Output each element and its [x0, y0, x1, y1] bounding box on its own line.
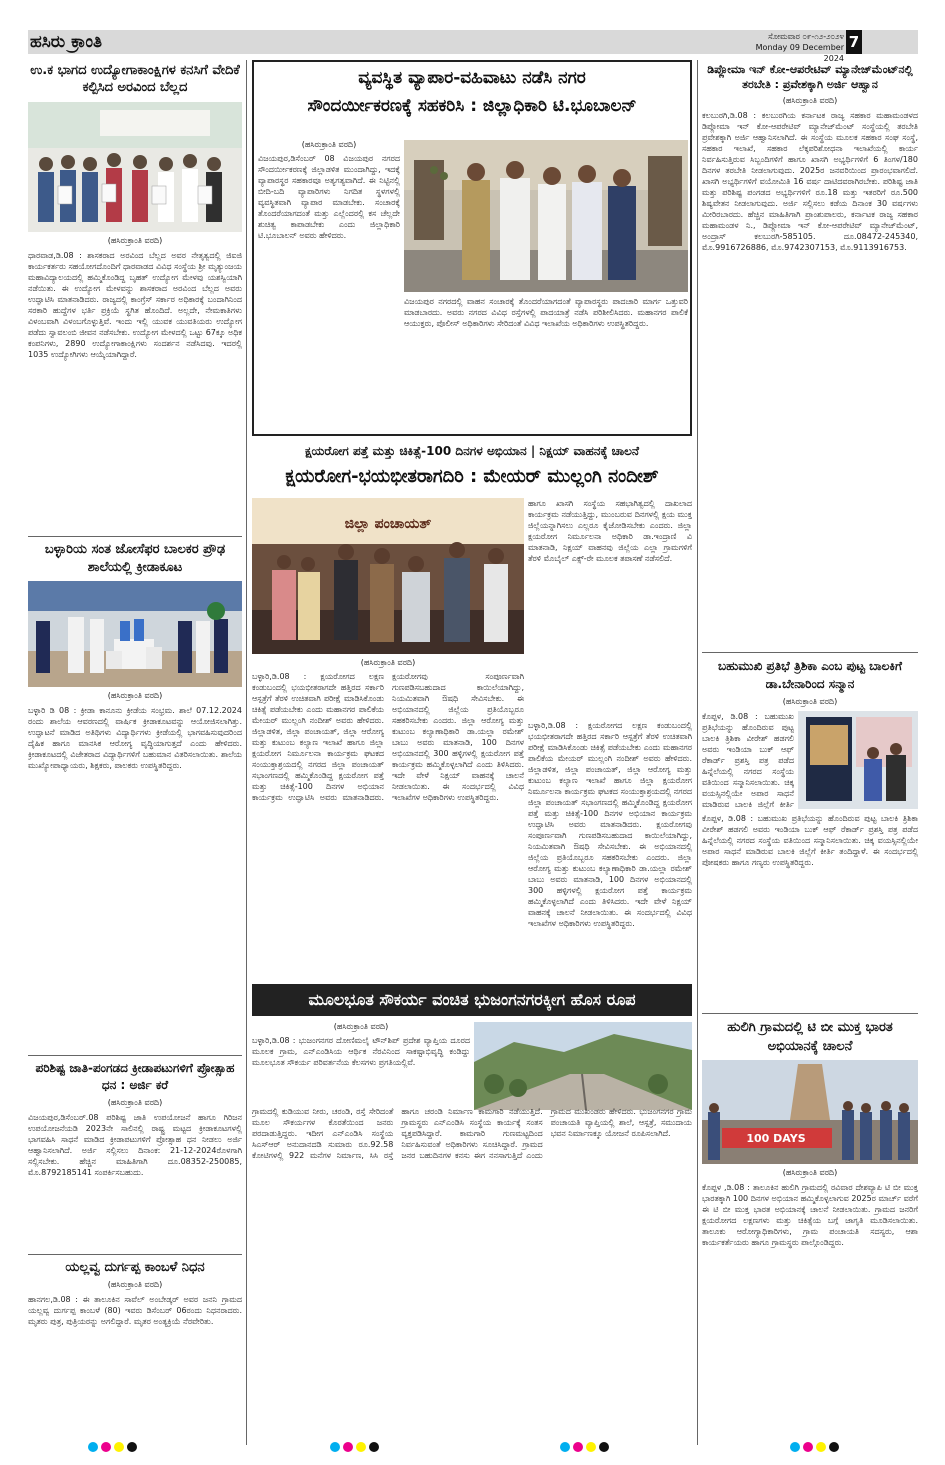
infra-headline-banner: ಮೂಲಭೂತ ಸೌಕರ್ಯ ವಂಚಿತ ಭುಜಂಗನಗರಕ್ಕೀಗ ಹೊಸ ರೂಪ — [252, 984, 692, 1016]
reg-dot-magenta — [573, 1442, 583, 1452]
reg-dot-black — [829, 1442, 839, 1452]
registration-marks — [88, 1442, 137, 1452]
reg-dot-cyan — [88, 1442, 98, 1452]
article-body: ಬಳ್ಳಾರಿ ಡಿ 08 : ಕ್ರೀಡಾ ಕಾನೂನು ಕ್ರೀಡೆಯ ಸಂಭ್ರಮ. ಶಾಲೆ 07.12.2024 ರಂದು ಶಾಲೆಯ ಆವರಣದಲ್ಲಿ ವಾರ್ಷಿಕ ಕ್ರೀಡಾಕೂಟವನ್ನು ಆಯೋಜಿಸಲಾಗಿತ್ತು. ಉದ್ಘಾಟನೆ ಮಾಡಿದ ಅತಿಥಿಗಳು ವಿದ್ಯಾರ್ಥಿಗಳು ಕ್ರೀಡೆಯಲ್ಲಿ ಭಾಗವಹಿಸುವುದರಿಂದ ದೈಹಿಕ ಹಾಗೂ ಮಾನಸಿಕ ಆರೋಗ್ಯ ವೃದ್ಧಿಯಾಗುತ್ತದೆ ಎಂದು ಹೇಳಿದರು. ಕ್ರೀಡಾಕೂಟದಲ್ಲಿ ವಿಜೇತರಾದ ವಿದ್ಯಾರ್ಥಿಗಳಿಗೆ ಬಹುಮಾನ ವಿತರಿಸಲಾಯಿತು. ಶಾಲೆಯ ಮುಖ್ಯೋಪಾಧ್ಯಾಯರು, ಶಿಕ್ಷಕರು, ಪಾಲಕರು ಉಪಸ್ಥಿತರಿದ್ದರು. — [28, 706, 242, 770]
infra-road-photo — [474, 1022, 692, 1110]
lead-headline-line2: ಸೌಂದರ್ಯೀಕರಣಕ್ಕೆ ಸಹಕರಿಸಿ : ಜಿಲ್ಲಾಧಿಕಾರಿ ಟಿ.ಭೂಬಾಲನ್ — [307, 96, 637, 116]
registration-marks — [330, 1442, 379, 1452]
article-divider — [702, 1013, 918, 1014]
byline: (ಹಸಿರುಕ್ರಾಂತಿ ವರದಿ) — [107, 1098, 163, 1107]
article-body: ವಿಜಯಪುರ,ಡಿಸೆಂಬರ್.08 ಪರಿಶಿಷ್ಟ ಜಾತಿ ಉಪಯೋಜನೆ ಹಾಗೂ ಗಿರಿಜನ ಉಪಯೋಜನೆಯಡಿ 2023ನೇ ಸಾಲಿನಲ್ಲಿ ರಾಷ್ಟ್ರ ಮಟ್ಟದ ಕ್ರೀಡಾಕೂಟಗಳಲ್ಲಿ ಭಾಗವಹಿಸಿ ಸಾಧನೆ ಮಾಡಿದ ಕ್ರೀಡಾಪಟುಗಳಿಗೆ ಪ್ರೋತ್ಸಾಹ ಧನ ನೀಡಲು ಅರ್ಜಿ ಆಹ್ವಾನಿಸಲಾಗಿದೆ. ಅರ್ಜಿ ಸಲ್ಲಿಸಲು ದಿನಾಂಕ: 21-12-2024ರೊಳಗಾಗಿ ಸಲ್ಲಿಸಬೇಕು. ಹೆಚ್ಚಿನ ಮಾಹಿತಿಗಾಗಿ ದೂ.08352-250085, ಮೊ.8792185141 ಸಂಪರ್ಕಿಸಬಹುದು. — [28, 1113, 242, 1177]
date-english: Monday 09 December 2024 — [755, 43, 844, 63]
article-body: ಬಳ್ಳಾರಿ,ಡಿ.08 : ಭುಜಂಗನಗರ ದೋಣಿಮಲೈ ಟೌನ್‌ಶಿಪ್ ಪ್ರದೇಶ ವ್ಯಾಪ್ತಿಯ ದೂರದ ಮೂಲಕ ಗ್ರಾಮ, ಎನ್‌ಎಂಡಿಸಿಯ ಆರ್ಥಿಕ ನೆರವಿನಿಂದ ಸಾಕಷ್ಟಾಭಿವೃದ್ಧಿ ಕಂಡಿದ್ದು ಮೂಲಭೂತ ಸೌಕರ್ಯ ಪರಿವರ್ತನೆಯ ಕೆಲಸಗಳು ಪ್ರಗತಿಯಲ್ಲಿವೆ. — [252, 1036, 470, 1067]
page-number: 7 — [846, 30, 862, 54]
byline: (ಹಸಿರುಕ್ರಾಂತಿ ವರದಿ) — [782, 96, 838, 105]
tb-headline-kicker: ಕ್ಷಯರೋಗ ಪತ್ತೆ ಮತ್ತು ಚಿಕಿತ್ಸೆ-100 ದಿನಗಳ ಅಭಿಯಾನ | ನಿಕ್ಷಯ್ ವಾಹನಕ್ಕೆ ಚಾಲನೆ — [304, 444, 640, 458]
article-body: ಬಳ್ಳಾರಿ,ಡಿ.08 : ಕ್ಷಯರೋಗದ ಲಕ್ಷಣ ಕಂಡುಬಂದಲ್ಲಿ ಭಯಭೀತರಾಗದೇ ಹತ್ತಿರದ ಸರ್ಕಾರಿ ಆಸ್ಪತ್ರೆಗೆ ತೆರಳಿ ಉಚಿತವಾಗಿ ಪರೀಕ್ಷೆ ಮಾಡಿಸಿಕೊಂಡು ಚಿಕಿತ್ಸೆ ಪಡೆಯಬೇಕು ಎಂದು ಮಹಾನಗರ ಪಾಲಿಕೆಯ ಮೇಯರ್ ಮುಲ್ಲಂಗಿ ನಂದೀಶ್ ಅವರು ಹೇಳಿದರು. ಜಿಲ್ಲಾಡಳಿತ, ಜಿಲ್ಲಾ ಪಂಚಾಯತ್, ಜಿಲ್ಲಾ ಆರೋಗ್ಯ ಮತ್ತು ಕುಟುಂಬ ಕಲ್ಯಾಣ ಇಲಾಖೆ ಹಾಗೂ ಜಿಲ್ಲಾ ಕ್ಷಯರೋಗ ನಿರ್ಮೂಲನಾ ಕಾರ್ಯಕ್ರಮ ಘಟಕದ ಸಂಯುಕ್ತಾಶ್ರಯದಲ್ಲಿ ನಗರದ ಜಿಲ್ಲಾ ಪಂಚಾಯತ್ ಸಭಾಂಗಣದಲ್ಲಿ ಹಮ್ಮಿಕೊಂಡಿದ್ದ ಕ್ಷಯರೋಗ ಪತ್ತೆ ಮತ್ತು ಚಿಕಿತ್ಸೆ-100 ದಿನಗಳ ಅಭಿಯಾನ ಕಾರ್ಯಕ್ರಮ ಉದ್ಘಾಟಿಸಿ ಅವರು ಮಾತನಾಡಿದರು. ಕ್ಷಯರೋಗವು ಸಂಪೂರ್ಣವಾಗಿ ಗುಣಪಡಿಸಬಹುದಾದ ಕಾಯಿಲೆಯಾಗಿದ್ದು, ನಿಯಮಿತವಾಗಿ ಔಷಧಿ ಸೇವಿಸಬೇಕು. ಈ ಅಭಿಯಾನದಲ್ಲಿ ಜಿಲ್ಲೆಯ ಪ್ರತಿಯೊಬ್ಬರೂ ಸಹಕರಿಸಬೇಕು ಎಂದರು. ಜಿಲ್ಲಾ ಆರೋಗ್ಯ ಮತ್ತು ಕುಟುಂಬ ಕಲ್ಯಾಣಾಧಿಕಾರಿ ಡಾ.ಯಲ್ಲಾ ರಮೇಶ್ ಬಾಬು ಅವರು ಮಾತನಾಡಿ, 100 ದಿನಗಳ ಅಭಿಯಾನದಲ್ಲಿ 300 ಹಳ್ಳಿಗಳಲ್ಲಿ ಕ್ಷಯರೋಗ ಪತ್ತೆ ಕಾರ್ಯಕ್ರಮ ಹಮ್ಮಿಕೊಳ್ಳಲಾಗಿದೆ ಎಂದು ತಿಳಿಸಿದರು. ಇದೇ ವೇಳೆ ನಿಕ್ಷಯ್ ವಾಹನಕ್ಕೆ ಚಾಲನೆ ನೀಡಲಾಯಿತು. ಈ ಸಂದರ್ಭದಲ್ಲಿ ವಿವಿಧ ಇಲಾಖೆಗಳ ಅಧಿಕಾರಿಗಳು ಉಪಸ್ಥಿತರಿದ್ದರು. — [252, 672, 524, 802]
article-body: ಹಾನಗಲ,ಡಿ.08 : ಈ ತಾಲೂಕಿನ ಸಾವೆಲ್ ಅಂಬೇಡ್ಕರ್ ಅವರ ಜನನಿ ಗ್ರಾಮದ ಯಲ್ಲವ್ವ ದುರ್ಗಪ್ಪ ಕಾಂಬಳೆ (80) ಇವರು ಡಿಸೆಂಬರ್ 06ರಂದು ನಿಧನರಾದರು. ಮೃತರು ಪುತ್ರ, ಪುತ್ರಿಯರನ್ನು ಅಗಲಿದ್ದಾರೆ. ಮೃತರ ಅಂತ್ಯಕ್ರಿಯೆ ನೆರವೇರಿತು. — [28, 1295, 242, 1326]
article-body: ವಿಜಯಪುರ ನಗರದಲ್ಲಿ ವಾಹನ ಸಂಚಾರಕ್ಕೆ ತೊಂದರೆಯಾಗದಂತೆ ವ್ಯಾಪಾರಸ್ಥರು ಪಾದಚಾರಿ ಮಾರ್ಗ ಒತ್ತುವರಿ ಮಾಡಬಾರದು. ಅವರು ನಗರದ ವಿವಿಧ ರಸ್ತೆಗಳಲ್ಲಿ ಪಾದಯಾತ್ರೆ ನಡೆಸಿ ಪರಿಶೀಲಿಸಿದರು. ಮಹಾನಗರ ಪಾಲಿಕೆ ಆಯುಕ್ತರು, ಪೊಲೀಸ್ ಅಧಿಕಾರಿಗಳು ಸೇರಿದಂತೆ ವಿವಿಧ ಇಲಾಖೆಯ ಅಧಿಕಾರಿಗಳು ಉಪಸ್ಥಿತರಿದ್ದರು. — [404, 297, 688, 328]
byline: (ಹಸಿರುಕ್ರಾಂತಿ ವರದಿ) — [301, 140, 357, 149]
left-column — [28, 60, 242, 1445]
date-kannada: ಸೋಮವಾರ ೦೯-೧೨-೨೦೨೪ — [768, 32, 844, 41]
article-divider — [28, 1055, 242, 1056]
reg-dot-yellow — [356, 1442, 366, 1452]
article-body: ಕೊಪ್ಪಳ, ಡಿ.08 : ಬಹುಮುಖ ಪ್ರತಿಭೆಯನ್ನು ಹೊಂದಿರುವ ಪುಟ್ಟ ಬಾಲಕಿ ತ್ರಿಶಿಕಾ ವೀರೇಶ್ ಹಡಗಲಿ ಅವರು ಇಂಡಿಯಾ ಬುಕ್ ಆಫ್ ರೆಕಾರ್ಡ್ ಪ್ರಶಸ್ತಿ ಪತ್ರ ಪಡೆದ ಹಿನ್ನೆಲೆಯಲ್ಲಿ ನಗರದ ಸಂಸ್ಥೆಯ ವತಿಯಿಂದ ಸನ್ಮಾನಿಸಲಾಯಿತು. ಚಿಕ್ಕ ವಯಸ್ಸಿನಲ್ಲಿಯೇ ಅಪಾರ ಸಾಧನೆ ಮಾಡಿರುವ ಬಾಲಕಿ ಜಿಲ್ಲೆಗೆ ಕೀರ್ತಿ — [702, 712, 794, 809]
article-body: ಹಾಗೂ ಖಾಸಗಿ ಸಂಸ್ಥೆಯ ಸಹಭಾಗಿತ್ವದಲ್ಲಿ ದಾಖಲಾದ ಕಾರ್ಯಕ್ರಮ ನಡೆಯುತ್ತಿದ್ದು, ಮುಂಬರುವ ದಿನಗಳಲ್ಲಿ ಕ್ಷಯ ಮುಕ್ತ ಜಿಲ್ಲೆಯನ್ನಾಗಿಸಲು ಎಲ್ಲರೂ ಕೈಜೋಡಿಸಬೇಕು ಎಂದರು. ಜಿಲ್ಲಾ ಕ್ಷಯರೋಗ ನಿರ್ಮೂಲನಾ ಅಧಿಕಾರಿ ಡಾ.ಇಂದ್ರಾಣಿ ವಿ ಮಾತನಾಡಿ, ನಿಕ್ಷಯ್ ವಾಹನವು ಜಿಲ್ಲೆಯ ಎಲ್ಲಾ ಗ್ರಾಮಗಳಿಗೆ ತೆರಳಿ ಮೊಬೈಲ್ ಎಕ್ಸ್-ರೇ ಮೂಲಕ ತಪಾಸಣೆ ನಡೆಸಲಿದೆ. — [528, 499, 692, 563]
tb-column-right-top — [528, 498, 692, 716]
reg-dot-cyan — [330, 1442, 340, 1452]
tb-campaign-photo — [252, 498, 524, 654]
byline: (ಹಸಿರುಕ್ರಾಂತಿ ವರದಿ) — [782, 697, 838, 706]
byline: (ಹಸಿರುಕ್ರಾಂತಿ ವರದಿ) — [107, 691, 163, 700]
sports-meet-photo — [28, 581, 242, 687]
byline: (ಹಸಿರುಕ್ರಾಂತಿ ವರದಿ) — [333, 1022, 389, 1031]
byline: (ಹಸಿರುಕ್ರಾಂತಿ ವರದಿ) — [107, 236, 163, 245]
column-rule — [246, 60, 247, 1445]
venue-sign: ಜಿಲ್ಲಾ ಪಂಚಾಯತ್ — [344, 516, 432, 532]
tb-column-left — [252, 658, 524, 978]
headline-sc-st-sports: ಪರಿಶಿಷ್ಟ ಜಾತಿ-ಪಂಗಡದ ಕ್ರೀಡಾಪಟುಗಳಿಗೆ ಪ್ರೋತ್ಸಾಹ ಧನ : ಅರ್ಜಿ ಕರೆ — [35, 1061, 235, 1092]
tb-headline-main: ಕ್ಷಯರೋಗ-ಭಯಭೀತರಾಗದಿರಿ : ಮೇಯರ್ ಮುಲ್ಲಂಗಿ ನಂದೀಶ್ — [285, 466, 659, 487]
registration-marks — [560, 1442, 609, 1452]
lead-column-left — [258, 140, 400, 430]
reg-dot-yellow — [114, 1442, 124, 1452]
lead-headline-line1: ವ್ಯವಸ್ಥಿತ ವ್ಯಾಪಾರ-ವಹಿವಾಟು ನಡೆಸಿ ನಗರ — [358, 68, 586, 88]
reg-dot-yellow — [816, 1442, 826, 1452]
banner-100-days: 100 DAYS — [746, 1132, 806, 1145]
headline-sports-meet: ಬಳ್ಳಾರಿಯ ಸಂತ ಜೋಸೆಫರ ಬಾಲಕರ ಪ್ರೌಢ ಶಾಲೆಯಲ್ಲಿ ಕ್ರೀಡಾಕೂಟ — [44, 542, 226, 575]
headline-child-prodigy: ಬಹುಮುಖಿ ಪ್ರತಿಭೆ ತ್ರಿಶಿಕಾ ಎಂಬ ಪುಟ್ಟ ಬಾಲಕಿಗೆ ಡಾ.ಬೇನಾರಿಂದ ಸನ್ಮಾನ — [718, 659, 902, 691]
reg-dot-black — [599, 1442, 609, 1452]
tb-free-india-photo — [702, 1060, 918, 1164]
byline: (ಹಸಿರುಕ್ರಾಂತಿ ವರದಿ) — [360, 658, 416, 667]
article-divider — [28, 1254, 242, 1255]
job-fair-photo — [28, 102, 242, 232]
reg-dot-magenta — [803, 1442, 813, 1452]
right-column — [702, 60, 918, 1445]
tb-column-right — [528, 720, 692, 978]
article-divider — [28, 536, 242, 537]
reg-dot-cyan — [790, 1442, 800, 1452]
reg-dot-yellow — [586, 1442, 596, 1452]
reg-dot-black — [369, 1442, 379, 1452]
infra-column-top — [252, 1022, 470, 1102]
infra-columns — [252, 1106, 692, 1436]
headline-coop-diploma: ಡಿಪ್ಲೋಮಾ ಇನ್ ಕೋ-ಆಪರೇಟಿವ್ ಮ್ಯಾನೇಜ್‌ಮೆಂಟ್‌ನಲ್ಲಿ — [707, 63, 913, 76]
byline: (ಹಸಿರುಕ್ರಾಂತಿ ವರದಿ) — [107, 1280, 163, 1289]
lead-column-right — [404, 296, 688, 430]
reg-dot-cyan — [560, 1442, 570, 1452]
reg-dot-black — [127, 1442, 137, 1452]
article-body: ಕಲಬುರಗಿ,ಡಿ.08 : ಕಲಬುರಗಿಯ ಕರ್ನಾಟಕ ರಾಜ್ಯ ಸಹಕಾರ ಮಹಾಮಂಡಳದ ಡಿಪ್ಲೋಮಾ ಇನ್ ಕೋ-ಆಪರೇಟಿವ್ ಮ್ಯಾನೇಜ್‌ಮೆಂಟ್ ಸಂಸ್ಥೆಯಲ್ಲಿ ತರಬೇತಿ ಪ್ರವೇಶಕ್ಕಾಗಿ ಅರ್ಜಿ ಆಹ್ವಾನಿಸಲಾಗಿದೆ. ಈ ಸಂಸ್ಥೆಯ ಮೂಲಕ ಸಹಕಾರ ಸಂಘ ಸಂಸ್ಥೆ, ಸಹಕಾರ ಇಲಾಖೆ, ಸಹಕಾರ ಲೆಕ್ಕಪರಿಶೋಧನಾ ಇಲಾಖೆಯಲ್ಲಿ ಕಾರ್ಯ ನಿರ್ವಹಿಸುತ್ತಿರುವ ಸಿಬ್ಬಂದಿಗಳಿಗೆ ಹಾಗೂ ಖಾಸಗಿ ಅಭ್ಯರ್ಥಿಗಳಿಗೆ 6 ತಿಂಗಳ/180 ದಿನಗಳ ತರಬೇತಿ ನೀಡಲಾಗುವುದು. 2025ರ ಜನವರಿಯಿಂದ ಪ್ರಾರಂಭವಾಗಲಿದೆ. ಖಾಸಗಿ ಅಭ್ಯರ್ಥಿಗಳಿಗೆ ವಯೋಮಿತಿ 16 ವರ್ಷ ದಾಟಿದವರಾಗಿರಬೇಕು. ಪರಿಶಿಷ್ಟ ಜಾತಿ ಮತ್ತು ಪರಿಶಿಷ್ಟ ಪಂಗಡದ ಅಭ್ಯರ್ಥಿಗಳಿಗೆ ರೂ.18 ಮತ್ತು ಇತರರಿಗೆ ರೂ.500 ಶಿಷ್ಯವೇತನ ನೀಡಲಾಗುವುದು. ಅರ್ಜಿ ಸಲ್ಲಿಸಲು ಕಡೆಯ ದಿನಾಂಕ 30 ವರ್ಷಗಳು ಮೀರಿರಬಾರದು. ಹೆಚ್ಚಿನ ಮಾಹಿತಿಗಾಗಿ ಪ್ರಾಂಶುಪಾಲರು, ಕರ್ನಾಟಕ ರಾಜ್ಯ ಸಹಕಾರ ಮಹಾಮಂಡಳ ನಿ., ಡಿಪ್ಲೋಮಾ ಇನ್ ಕೋ-ಆಪರೇಟಿವ್ ಮ್ಯಾನೇಜ್‌ಮೆಂಟ್, ಅಂದ್ರಾಸ್ ಕಲಬುರಗಿ-585105. ದೂ.08472-245340, ಮೊ.9916726886, ಮೊ.9742307153, ಮೊ.9113916753. — [702, 111, 918, 252]
article-body: ಧಾರವಾಡ,ಡಿ.08 : ಶಾಸಕರಾದ ಅರವಿಂದ ಬೆಲ್ಲದ ಅವರ ನೇತೃತ್ವದಲ್ಲಿ ಜಿಐಜಿ ಕಾರ್ಯಕರ್ತರು ಸಹಯೋಗದೊಂದಿಗೆ ಧಾರವಾಡದ ವಿವಿಧ ಸಂಸ್ಥೆಯ ಶ್ರೀ ಮೃತ್ಯುಂಜಯ ಮಹಾವಿದ್ಯಾಲಯದಲ್ಲಿ ಹಮ್ಮಿಕೊಂಡಿದ್ದ ಬೃಹತ್ ಉದ್ಯೋಗ ಮೇಳವು ಯಶಸ್ವಿಯಾಗಿ ನಡೆಯಿತು. ಈ ಉದ್ಯೋಗ ಮೇಳವನ್ನು ಶಾಸಕರಾದ ಅರವಿಂದ ಬೆಲ್ಲದ ಅವರು ಉದ್ಘಾಟಿಸಿ ಮಾತನಾಡಿದರು. ರಾಜ್ಯದಲ್ಲಿ ಕಾಂಗ್ರೆಸ್ ಸರ್ಕಾರ ಅಧಿಕಾರಕ್ಕೆ ಬಂದಾಗಿನಿಂದ ಸರಕಾರಿ ಹುದ್ದೆಗಳ ಭರ್ತಿ ಪ್ರಕ್ರಿಯೆ ಸ್ಥಗಿತ ಹೊಂದಿದೆ. ಅಲ್ಲದೇ, ನೇಮಕಾತಿಗಳು ವಿಳಂಬವಾಗಿ ವಿಳಂಬಗೊಳ್ಳುತ್ತಿವೆ. ಇಂದು ಇಲ್ಲಿ ಯುವಕ ಯುವತಿಯರು ಉದ್ಯೋಗ ಪಡೆದು ಸ್ವಾವಲಂಬಿ ಜೀವನ ನಡೆಸಬೇಕು. ಉದ್ಯೋಗ ಮೇಳದಲ್ಲಿ ಒಟ್ಟು 67ಕ್ಕೂ ಅಧಿಕ ಕಂಪನಿಗಳು, 2890 ಉದ್ಯೋಗಾಕಾಂಕ್ಷಿಗಳು ಸಂದರ್ಶನ ನಡೆಸಿದವು. ಇದರಲ್ಲಿ 1035 ಉದ್ಯೋಗಿಗಳು ಆಯ್ಕೆಯಾಗಿದ್ದಾರೆ. — [28, 251, 242, 359]
article-body: ವಿಜಯಪುರ,ಡಿಸೆಂಬರ್ 08 ವಿಜಯಪುರ ನಗರದ ಸೌಂದರ್ಯೀಕರಣಕ್ಕೆ ಜಿಲ್ಲಾಡಳಿತ ಮುಂದಾಗಿದ್ದು, ಇದಕ್ಕೆ ವ್ಯಾಪಾರಸ್ಥರ ಸಹಕಾರವೂ ಅತ್ಯಗತ್ಯವಾಗಿದೆ. ಈ ನಿಟ್ಟಿನಲ್ಲಿ ಬೀದಿ-ಬದಿ ವ್ಯಾಪಾರಿಗಳು ನಿಗದಿತ ಸ್ಥಳಗಳಲ್ಲಿ ವ್ಯವಸ್ಥಿತವಾಗಿ ವ್ಯಾಪಾರ ಮಾಡಬೇಕು. ಸಂಚಾರಕ್ಕೆ ತೊಂದರೆಯಾಗದಂತೆ ಮತ್ತು ಎಲ್ಲೆಂದರಲ್ಲಿ ಕಸ ಚೆಲ್ಲದೇ ಶುಚಿತ್ವ ಕಾಪಾಡಬೇಕು ಎಂದು ಜಿಲ್ಲಾಧಿಕಾರಿ ಟಿ.ಭೂಬಾಲನ್ ಅವರು ಹೇಳಿದರು. — [258, 154, 400, 240]
headline-tb-free-india: ಹುಲಿಗಿ ಗ್ರಾಮದಲ್ಲಿ ಟಿ ಬೀ ಮುಕ್ತ ಭಾರತ ಅಭಿಯಾನಕ್ಕೆ ಚಾಲನೆ — [727, 1020, 893, 1054]
article-body: ಬಳ್ಳಾರಿ,ಡಿ.08 : ಕ್ಷಯರೋಗದ ಲಕ್ಷಣ ಕಂಡುಬಂದಲ್ಲಿ ಭಯಭೀತರಾಗದೇ ಹತ್ತಿರದ ಸರ್ಕಾರಿ ಆಸ್ಪತ್ರೆಗೆ ತೆರಳಿ ಉಚಿತವಾಗಿ ಪರೀಕ್ಷೆ ಮಾಡಿಸಿಕೊಂಡು ಚಿಕಿತ್ಸೆ ಪಡೆಯಬೇಕು ಎಂದು ಮಹಾನಗರ ಪಾಲಿಕೆಯ ಮೇಯರ್ ಮುಲ್ಲಂಗಿ ನಂದೀಶ್ ಅವರು ಹೇಳಿದರು. ಜಿಲ್ಲಾಡಳಿತ, ಜಿಲ್ಲಾ ಪಂಚಾಯತ್, ಜಿಲ್ಲಾ ಆರೋಗ್ಯ ಮತ್ತು ಕುಟುಂಬ ಕಲ್ಯಾಣ ಇಲಾಖೆ ಹಾಗೂ ಜಿಲ್ಲಾ ಕ್ಷಯರೋಗ ನಿರ್ಮೂಲನಾ ಕಾರ್ಯಕ್ರಮ ಘಟಕದ ಸಂಯುಕ್ತಾಶ್ರಯದಲ್ಲಿ ನಗರದ ಜಿಲ್ಲಾ ಪಂಚಾಯತ್ ಸಭಾಂಗಣದಲ್ಲಿ ಹಮ್ಮಿಕೊಂಡಿದ್ದ ಕ್ಷಯರೋಗ ಪತ್ತೆ ಮತ್ತು ಚಿಕಿತ್ಸೆ-100 ದಿನಗಳ ಅಭಿಯಾನ ಕಾರ್ಯಕ್ರಮ ಉದ್ಘಾಟಿಸಿ ಅವರು ಮಾತನಾಡಿದರು. ಕ್ಷಯರೋಗವು ಸಂಪೂರ್ಣವಾಗಿ ಗುಣಪಡಿಸಬಹುದಾದ ಕಾಯಿಲೆಯಾಗಿದ್ದು, ನಿಯಮಿತವಾಗಿ ಔಷಧಿ ಸೇವಿಸಬೇಕು. ಈ ಅಭಿಯಾನದಲ್ಲಿ ಜಿಲ್ಲೆಯ ಪ್ರತಿಯೊಬ್ಬರೂ ಸಹಕರಿಸಬೇಕು ಎಂದರು. ಜಿಲ್ಲಾ ಆರೋಗ್ಯ ಮತ್ತು ಕುಟುಂಬ ಕಲ್ಯಾಣಾಧಿಕಾರಿ ಡಾ.ಯಲ್ಲಾ ರಮೇಶ್ ಬಾಬು ಅವರು ಮಾತನಾಡಿ, 100 ದಿನಗಳ ಅಭಿಯಾನದಲ್ಲಿ 300 ಹಳ್ಳಿಗಳಲ್ಲಿ ಕ್ಷಯರೋಗ ಪತ್ತೆ ಕಾರ್ಯಕ್ರಮ ಹಮ್ಮಿಕೊಳ್ಳಲಾಗಿದೆ ಎಂದು ತಿಳಿಸಿದರು. ಇದೇ ವೇಳೆ ನಿಕ್ಷಯ್ ವಾಹನಕ್ಕೆ ಚಾಲನೆ ನೀಡಲಾಯಿತು. ಈ ಸಂದರ್ಭದಲ್ಲಿ ವಿವಿಧ ಇಲಾಖೆಗಳ ಅಧಿಕಾರಿಗಳು ಉಪಸ್ಥಿತರಿದ್ದರು. — [528, 721, 692, 928]
column-rule — [697, 60, 698, 1445]
reg-dot-magenta — [101, 1442, 111, 1452]
article-body: ಕೊಪ್ಪಳ ,ಡಿ.08 : ತಾಲೂಕಿನ ಹುಲಿಗಿ ಗ್ರಾಮದಲ್ಲಿ ರವಿವಾರ ದೇಶವ್ಯಾಪಿ ಟಿ ಬೀ ಮುಕ್ತ ಭಾರತಕ್ಕಾಗಿ 100 ದಿನಗಳ ಅಭಿಯಾನ ಹಮ್ಮಿಕೊಳ್ಳಲಾಗುವ 2025ರ ಮಾರ್ಚ್ ವರೆಗೆ ಈ ಟಿ ಬೀ ಮುಕ್ತ ಭಾರತ ಅಭಿಯಾನಕ್ಕೆ ಚಾಲನೆ ನೀಡಲಾಯಿತು. ಗ್ರಾಮದ ಜನರಿಗೆ ಕ್ಷಯರೋಗದ ಲಕ್ಷಣಗಳು ಮತ್ತು ಚಿಕಿತ್ಸೆಯ ಬಗ್ಗೆ ಜಾಗೃತಿ ಮೂಡಿಸಲಾಯಿತು. ತಾಲೂಕು ಆರೋಗ್ಯಾಧಿಕಾರಿಗಳು, ಗ್ರಾಮ ಪಂಚಾಯತಿ ಸದಸ್ಯರು, ಆಶಾ ಕಾರ್ಯಕರ್ತೆಯರು ಹಾಗೂ ಗ್ರಾಮಸ್ಥರು ಪಾಲ್ಗೊಂಡಿದ್ದರು. — [702, 1183, 918, 1247]
byline: (ಹಸಿರುಕ್ರಾಂತಿ ವರದಿ) — [782, 1168, 838, 1177]
subhead-coop-diploma: ತರಬೇತಿ : ಪ್ರವೇಶಕ್ಕಾಗಿ ಅರ್ಜಿ ಆಹ್ವಾನ — [742, 78, 878, 91]
lead-photo-dc-walk — [404, 140, 688, 292]
article-divider — [702, 652, 918, 653]
child-prodigy-photo — [798, 711, 918, 809]
headline-obituary: ಯಲ್ಲವ್ವ ದುರ್ಗಪ್ಪ ಕಾಂಬಳೆ ನಿಧನ — [65, 1260, 205, 1275]
article-body: ಕೊಪ್ಪಳ, ಡಿ.08 : ಬಹುಮುಖ ಪ್ರತಿಭೆಯನ್ನು ಹೊಂದಿರುವ ಪುಟ್ಟ ಬಾಲಕಿ ತ್ರಿಶಿಕಾ ವೀರೇಶ್ ಹಡಗಲಿ ಅವರು ಇಂಡಿಯಾ ಬುಕ್ ಆಫ್ ರೆಕಾರ್ಡ್ ಪ್ರಶಸ್ತಿ ಪತ್ರ ಪಡೆದ ಹಿನ್ನೆಲೆಯಲ್ಲಿ ನಗರದ ಸಂಸ್ಥೆಯ ವತಿಯಿಂದ ಸನ್ಮಾನಿಸಲಾಯಿತು. ಚಿಕ್ಕ ವಯಸ್ಸಿನಲ್ಲಿಯೇ ಅಪಾರ ಸಾಧನೆ ಮಾಡಿರುವ ಬಾಲಕಿ ಜಿಲ್ಲೆಗೆ ಕೀರ್ತಿ ತಂದಿದ್ದಾಳೆ. ಈ ಸಂದರ್ಭದಲ್ಲಿ ಪೋಷಕರು ಹಾಗೂ ಗಣ್ಯರು ಉಪಸ್ಥಿತರಿದ್ದರು. — [702, 814, 918, 867]
paper-name: ಹಸಿರು ಕ್ರಾಂತಿ — [30, 32, 103, 52]
registration-marks — [790, 1442, 839, 1452]
article-body: ಗ್ರಾಮದಲ್ಲಿ ಕುಡಿಯುವ ನೀರು, ಚರಂಡಿ, ರಸ್ತೆ ಸೇರಿದಂತೆ ಮೂಲ ಸೌಕರ್ಯಗಳ ಕೊರತೆಯಿಂದ ಜನರು ಪರದಾಡುತ್ತಿದ್ದರು. ಇದೀಗ ಎನ್‌ಎಂಡಿಸಿ ಸಂಸ್ಥೆಯ ಸಿಎಸ್‌ಆರ್ ಅನುದಾನದಡಿ ಸುಮಾರು ರೂ.92.58 ಕೋಟಿಗಳಲ್ಲಿ 922 ಮನೆಗಳ ನಿರ್ಮಾಣ, ಸಿಸಿ ರಸ್ತೆ ಹಾಗೂ ಚರಂಡಿ ನಿರ್ಮಾಣ ಕಾಮಗಾರಿ ನಡೆಯುತ್ತಿದೆ. ಗ್ರಾಮಸ್ಥರು ಎನ್‌ಎಂಡಿಸಿ ಸಂಸ್ಥೆಯ ಕಾರ್ಯಕ್ಕೆ ಸಂತಸ ವ್ಯಕ್ತಪಡಿಸಿದ್ದಾರೆ. ಕಾಮಗಾರಿ ಗುಣಮಟ್ಟದಿಂದ ನಿರ್ವಹಿಸುವಂತೆ ಅಧಿಕಾರಿಗಳು ಸೂಚಿಸಿದ್ದಾರೆ. ಗ್ರಾಮದ ಜನರ ಬಹುದಿನಗಳ ಕನಸು ಈಗ ನನಸಾಗುತ್ತಿದೆ ಎಂದು ಗ್ರಾಮದ ಮುಖಂಡರು ಹೇಳಿದರು. ಭುಜಂಗನಗರ ಗ್ರಾಮ ಪಂಚಾಯತಿ ವ್ಯಾಪ್ತಿಯಲ್ಲಿ ಶಾಲೆ, ಆಸ್ಪತ್ರೆ, ಸಮುದಾಯ ಭವನ ನಿರ್ಮಾಣಕ್ಕೂ ಯೋಜನೆ ರೂಪಿಸಲಾಗಿದೆ. — [252, 1107, 692, 1160]
reg-dot-magenta — [343, 1442, 353, 1452]
headline-job-fair: ಉ.ಕ ಭಾಗದ ಉದ್ಯೋಗಾಕಾಂಕ್ಷಿಗಳ ಕನಸಿಗೆ ವೇದಿಕೆ ಕಲ್ಪಿಸಿದ ಅರವಿಂದ ಬೆಲ್ಲದ — [30, 63, 240, 95]
